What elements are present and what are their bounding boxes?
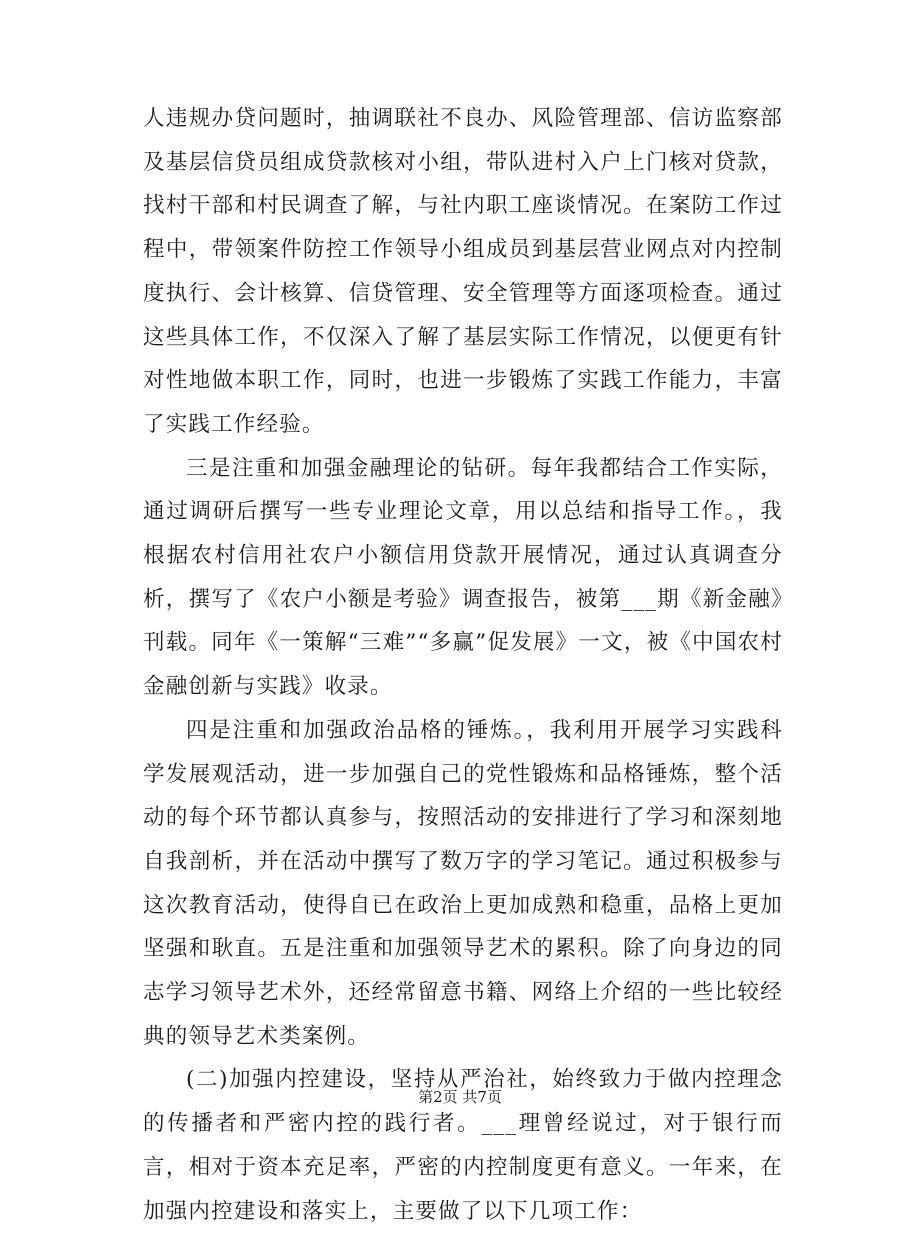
paragraph-political-character: 四是注重和加强政治品格的锤炼。，我利用开展学习实践科学发展观活动，进一步加强自己的党性锻炼和品格锤炼，整个活动的每个环节都认真参与，按照活动的安排进行了学习和深刻地自我剖析，并在活动中撰写了数万字的学习笔记。通过积极参与这次教育活动，使得自已在政治上更加成熟和稳重，品格上更加坚强和耿直。五是注重和加强领导艺术的累积。除了向身边的同志学习领导艺术外，还经常留意书籍、网络上介绍的一些比较经典的领导艺术类案例。 (143, 717, 783, 1049)
paragraph-continuation: 人违规办贷问题时，抽调联社不良办、风险管理部、信访监察部及基层信贷员组成贷款核对小组，带队进村入户上门核对贷款，找村干部和村民调查了解，与社内职工座谈情况。在案防工作过程中，带领案件防控工作领导小组成员到基层营业网点对内控制度执行、会计核算、信贷管理、安全管理等方面逐项检查。通过这些具体工作，不仅深入了解了基层实际工作情况，以便更有针对性地做本职工作，同时，也进一步锻炼了实践工作能力，丰富了实践工作经验。 (143, 106, 783, 437)
paragraph-internal-control: (二)加强内控建设，坚持从严治社，始终致力于做内控理念的传播者和严密内控的践行者。___理曾经说过，对于银行而言，相对于资本充足率，严密的内控制度更有意义。一年来，在加强内控建设和落实上，主要做了以下几项工作： (143, 1067, 783, 1224)
document-body (143, 97, 783, 1233)
paragraph-theory-research: 三是注重和加强金融理论的钻研。每年我都结合工作实际，通过调研后撰写一些专业理论文章，用以总结和指导工作。，我根据农村信用社农户小额信用贷款开展情况，通过认真调查分析，撰写了《农户小额是考验》调查报告，被第___期《新金融》刊载。同年《一策解“三难”“多赢”促发展》一文，被《中国农村金融创新与实践》收录。 (143, 455, 783, 700)
page-number-footer: 第2页 共7页 (418, 1088, 502, 1106)
